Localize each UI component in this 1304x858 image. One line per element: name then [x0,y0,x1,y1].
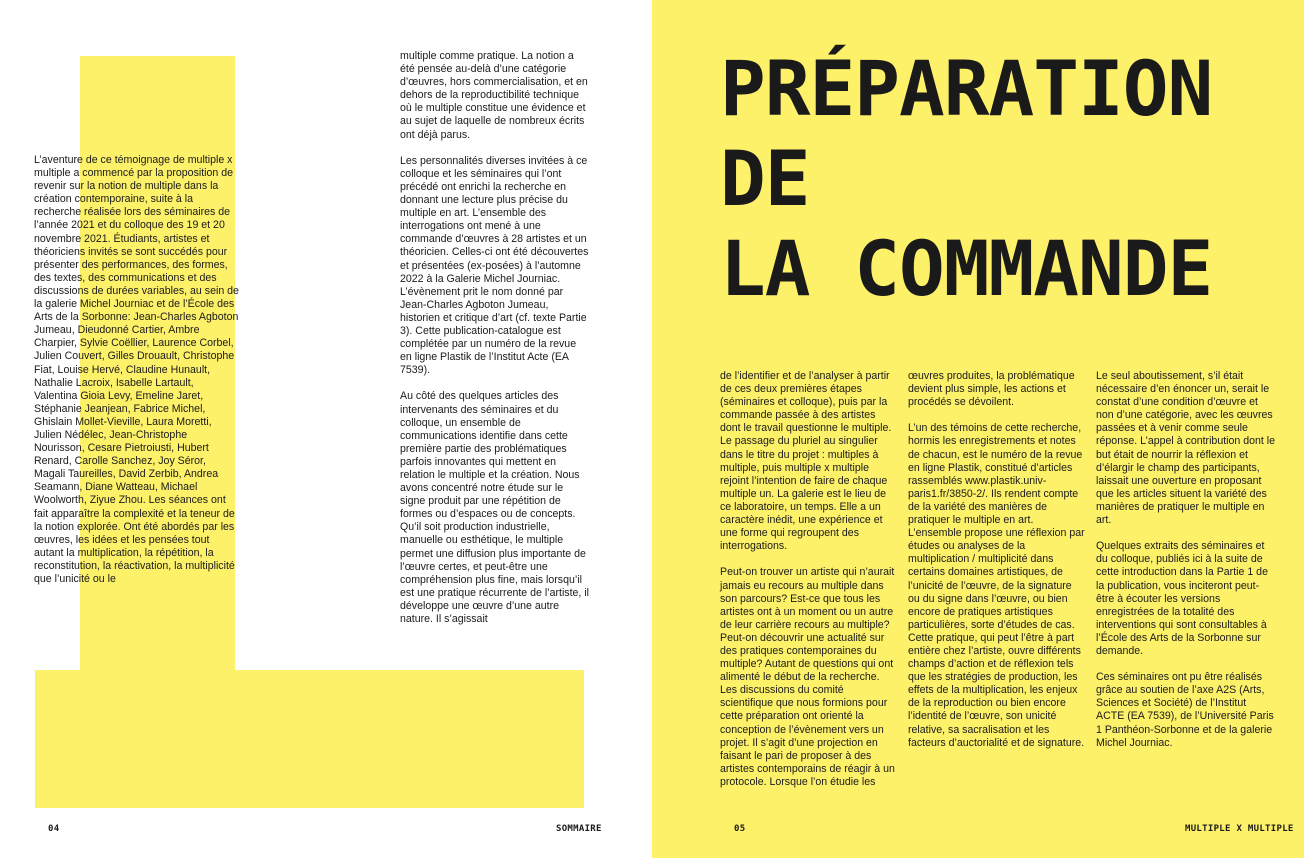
paragraph: Au côté des quelques articles des intervenants des séminaires et du colloque, un ensemble de communications identifie dans cette première partie des problématiques parfois innovantes qui mettent en relation le multiple et la création. Nous avons concentré notre étude sur le signe produit par une répétition de formes ou d’espaces ou de concepts. Qu’il soit production industrielle, manuelle ou esthétique, le multiple permet une diffusion plus importante de l’œuvre certes, et peut-être une compréhension plus fine, mais lorsqu’il est une pratique récurrente de l’artiste, il développe une œuvre d’une autre nature. Il s’agissait [400,390,590,626]
page-title-line: PRÉPARATION [720,44,1213,133]
page-number: 04 [48,824,60,834]
paragraph: Ces séminaires ont pu être réalisés grâce au soutien de l’axe A2S (Arts, Sciences et Société) de l’Institut ACTE (EA 7539), de l’Université Paris 1 Panthéon-Sorbonne et de la galerie Michel Journiac. [1096,671,1274,749]
paragraph: Les personnalités diverses invitées à ce colloque et les séminaires qui l’ont précédé ont enrichi la recherche en donnant une lecture plus précise du multiple en art. L’ensemble des interrogations ont mené à une commande d’œuvres à 28 artistes et un théoricien. Celles-ci ont été découvertes et présentées (ex-posées) à l’automne 2022 à la Galerie Michel Journiac. L’évènement prit le nom donné par Jean-Charles Agboton Jumeau, historien et critique d’art (cf. texte Partie 3). Cette publication-catalogue est complétée par un numéro de la revue en ligne Plastik de l’Institut Acte (EA 7539). [400,154,589,377]
running-title: SOMMAIRE [556,824,602,834]
right-page [652,0,1304,858]
page-title-line: LA COMMANDE [720,224,1213,313]
page-title-line: DE [720,134,810,223]
paragraph: œuvres produites, la problématique devient plus simple, les actions et procédés se dévoilent. [908,370,1075,409]
page-number: 05 [734,824,746,834]
left-column-2 [400,50,590,626]
right-column-3 [1096,370,1276,750]
running-title: MULTIPLE X MULTIPLE [1185,824,1294,834]
numeral-one-shape-base [35,670,584,808]
paragraph: L’aventure de ce témoignage de multiple x multiple a commencé par la proposition de revenir sur la notion de multiple dans la création contemporaine, suite à la recherche réalisée lors des séminaires de l’année 2021 et du colloque des 19 et 20 novembre 2021. Étudiants, artistes et théoriciens invités se sont succédés pour présenter des performances, des formes, des textes, des communications et des discussions de durées variables, au sein de la galerie Michel Journiac et de l’École des Arts de la Sorbonne: Jean-Charles Agboton Jumeau, Dieudonné Cartier, Ambre Charpier, Sylvie Coëllier, Laurence Corbel, Julien Couvert, Gilles Drouault, Christophe Fiat, Louise Hervé, Claudine Hunault, Nathalie Lacroix, Isabelle Lartault, Valentina Gioia Levy, Emeline Jaret, Stéphanie Jeanjean, Fabrice Michel, Ghislain Mollet-Vieville, Laura Moretti, Julien Nédélec, Jean-Christophe Nourisson, Cesare Pietroiusti, Hubert Renard, Carolle Sanchez, Joy Séror, Magali Taureilles, David Zerbib, Andrea Seamann, Diane Watteau, Michael Woolworth, Ziyue Zhou. Les séances ont fait apparaître la complexité et la teneur de la notion explorée. Ont été abordés par les œuvres, les idées et les pensées tout autant la multiplication, la répétition, la reconstitution, la réactivation, la multiplicité que l’unicité ou le [34,154,239,585]
right-column-2 [908,370,1086,750]
right-column-1 [720,370,898,789]
paragraph: de l’identifier et de l’analyser à partir de ces deux premières étapes (séminaires et colloque), puis par la commande passée à des artistes dont le travail questionne le multiple. Le passage du pluriel au singulier dans le titre du projet : multiples à multiple, puis multiple x multiple rejoint l’intention de faire de chaque multiple un. La galerie est le lieu de ce laboratoire, un temps. Elle a un caractère inédit, une expérience et une forme qui regroupent des interrogations. [720,370,892,553]
paragraph: Le seul aboutissement, s’il était nécessaire d’en énoncer un, serait le constat d’une condition d’œuvre et non d’une catégorie, avec les œuvres passées et à venir comme seule réponse. L’appel à contribution dont le but était de nourrir la réflexion et d’élargir le champ des participants, laissait une ouverture en proposant que les articles situent la variété des manières de pratiquer le multiple en art. [1096,370,1276,527]
page-title [720,44,1212,314]
paragraph: Peut-on trouver un artiste qui n’aurait jamais eu recours au multiple dans son parcours? Est-ce que tous les artistes ont à un moment ou un autre de leur carrière recours au multiple? Peut-on découvrir une actualité sur des pratiques contemporaines du multiple? Autant de questions qui ont alimenté le début de la recherche. Les discussions du comité scientifique que nous formions pour cette préparation ont orienté la conception de l’évènement vers un projet. Il s’agit d’une projection en faisant le pari de proposer à des artistes contemporains de réagir à un protocole. Lorsque l’on étudie les [720,566,895,788]
paragraph: multiple comme pratique. La notion a été pensée au-delà d’une catégorie d’œuvres, hors commercialisation, et en dehors de la reproductibilité technique où le multiple constitue une évidence et au sujet de laquelle de nombreux écrits ont déjà parus. [400,50,588,141]
left-column-1 [34,154,239,586]
paragraph: Quelques extraits des séminaires et du colloque, publiés ici à la suite de cette introduction dans la Partie 1 de la publication, vous inciteront peut-être à écouter les versions enregistrées de la totalité des interventions qui sont consultables à l’École des Arts de la Sorbonne sur demande. [1096,540,1268,657]
paragraph: L’un des témoins de cette recherche, hormis les enregistrements et notes de chacun, est le numéro de la revue en ligne Plastik, constitué d’articles rassemblés www.plastik.univ-paris1.fr/3850-2/. Ils rendent compte de la variété des manières de pratiquer le multiple en art. L’ensemble propose une réflexion par études ou analyses de la multiplication / multiplicité dans certains domaines artistiques, de l’unicité de l’œuvre, de la signature ou du signe dans l’œuvre, ou bien encore de pratiques artistiques particulières, sorte d’études de cas. Cette pratique, qui peut l’être à part entière chez l’artiste, ouvre différents champs d’action et de réflexion tels que les stratégies de production, les effets de la multiplication, les enjeux de la reproduction ou bien encore l’identité de l’œuvre, son unicité relative, sa sacralisation et les facteurs d’auctorialité et de signature. [908,422,1085,749]
